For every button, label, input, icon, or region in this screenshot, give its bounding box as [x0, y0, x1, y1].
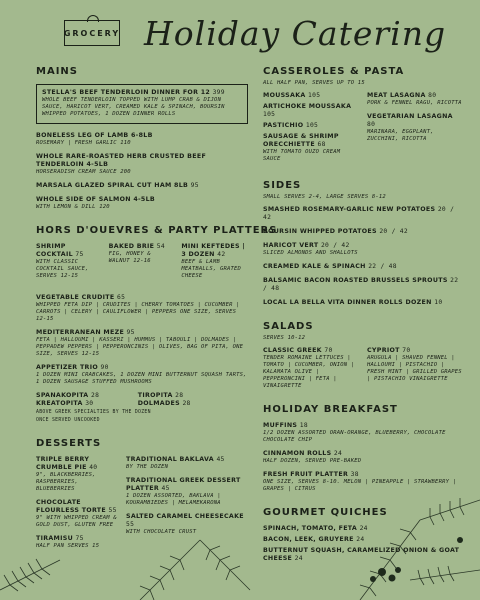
item-name: BUTTERNUT SQUASH, CARAMELIZED ONION & GOAT CHEESE — [263, 547, 460, 562]
item-name: VEGETABLE CRUDITE — [36, 294, 115, 301]
section-sub: SERVES 10-12 — [263, 335, 306, 341]
mains-section — [36, 66, 248, 211]
section-heading: HORS D'OUEVRES & PARTY PLATTERS — [36, 225, 278, 236]
item-price: 55 — [126, 521, 135, 528]
item-price: 399 — [212, 89, 225, 96]
menu-item — [126, 513, 248, 536]
menu-item — [263, 263, 463, 271]
menu-item — [263, 299, 463, 307]
item-price: 68 — [317, 141, 326, 148]
section-heading: HOLIDAY BREAKFAST — [263, 404, 398, 415]
item-desc: ROSEMARY | FRESH GARLIC 110 — [36, 140, 131, 146]
item-name: BOURSIN WHIPPED POTATOES — [263, 228, 377, 235]
item-desc: WITH TOMATO OUZO CREAM SAUCE — [263, 149, 341, 162]
greek-pairs — [36, 392, 248, 408]
grocery-logo — [64, 20, 120, 46]
item-desc: 1 DOZEN ASSORTED, BAKLAVA | KOURAMBIEDES | MELAMEKARONA — [126, 493, 221, 506]
item-desc: PORK & FENNEL RAGU, RICOTTA — [367, 100, 462, 106]
item-desc: SLICED ALMONDS AND SHALLOTS — [263, 250, 358, 256]
item-price: 40 — [89, 464, 98, 471]
item-desc: BEEF & LAMB MEATBALLS, GRATED CHEESE — [181, 259, 242, 279]
item-name: CYPRIOT — [367, 347, 400, 354]
item-price: 80 — [367, 121, 376, 128]
item-desc: WITH CHOCOLATE CRUST — [126, 529, 197, 535]
menu-item — [263, 471, 463, 493]
item-desc: HALF DOZEN, SERVED PRE-BAKED — [263, 458, 362, 464]
casseroles-section — [263, 66, 463, 166]
item-desc: 9" WITH WHIPPED CREAM & GOLD DUST, GLUTEN FREE — [36, 515, 117, 528]
section-heading: GOURMET QUICHES — [263, 507, 388, 518]
item-price: 28 — [182, 400, 191, 407]
breakfast-section — [263, 404, 463, 493]
item-price: 30 — [85, 400, 94, 407]
item-name: BACON, LEEK, GRUYERE — [263, 536, 354, 543]
item-desc: WHOLE BEEF TENDERLOIN TOPPED WITH LUMP CRAB & DIJON SAUCE, HARICOT VERT, CREAMED KALE & SPINACH, BOURSIN WHIPPED POTATOES, 1 DOZEN DINNER ROLLS — [42, 97, 225, 117]
item-name: MEAT LASAGNA — [367, 92, 426, 99]
item-name: MOUSSAKA — [263, 92, 306, 99]
item-price: 22 / 48 — [368, 263, 397, 270]
section-heading: MAINS — [36, 66, 78, 77]
item-price: 75 — [75, 251, 84, 258]
item-name: MUFFINS — [263, 422, 298, 429]
menu-item — [263, 450, 463, 465]
item-name: TRADITIONAL BAKLAVA — [126, 456, 214, 463]
item-price: 70 — [402, 347, 411, 354]
item-price: 105 — [305, 122, 319, 129]
item-desc: 1 DOZEN MINI CRABCAKES, 1 DOZEN MINI BUTTERNUT SQUASH TARTS, 1 DOZEN SAUSAGE STUFFED MUSHROOMS — [36, 372, 247, 385]
item-name: SPINACH, TOMATO, FETA — [263, 525, 358, 532]
item-name: CLASSIC GREEK — [263, 347, 322, 354]
item-desc: WITH CLASSIC COCKTAIL SAUCE, SERVES 12-15 — [36, 259, 89, 279]
item-price: 90 — [100, 364, 109, 371]
menu-item — [126, 477, 248, 507]
item-name: MINI KEFTEDES | 3 DOZEN — [181, 243, 245, 258]
menu-item — [263, 122, 359, 130]
menu-item — [181, 243, 248, 280]
item-name: BAKED BRIE — [108, 243, 155, 250]
menu-item — [36, 243, 103, 280]
item-desc: 1/2 DOZEN ASSORTED ORAN-ORANGE, BLUEBERRY, CHOCOLATE CHOCOLATE CHIP — [263, 430, 446, 443]
right-column — [263, 66, 463, 577]
item-name: BALSAMIC BACON ROASTED BRUSSELS SPROUTS — [263, 277, 448, 284]
item-desc: TENDER ROMAINE LETTUCES | TOMATO | CUCUMBER, ONION | KALAMATA OLIVE | PEPPERONCINI | FETA | VINAIGRETTE — [263, 355, 355, 389]
item-name: LOCAL LA BELLA VITA DINNER ROLLS DOZEN — [263, 299, 432, 306]
featured-item — [36, 84, 248, 124]
item-desc: FETA | HALLOUMI | KASSERI | HUMMUS | TABOULI | DOLMADES | PEPPADEW PEPPERS | PEPPERONCINIS | OLIVES, BAG OF PITA, ONE SIZE, SERVES 12-15 — [36, 337, 244, 357]
menu-item — [263, 277, 463, 293]
item-price: 22 / 48 — [263, 277, 459, 292]
item-name: VEGETARIAN LASAGNA — [367, 113, 453, 120]
item-name: DOLMADES — [137, 400, 180, 407]
menu-item — [36, 196, 248, 211]
item-name: APPETIZER TRIO — [36, 364, 98, 371]
menu-item — [36, 132, 248, 147]
item-name: WHOLE RARE-ROASTED HERB CRUSTED BEEF TENDERLOIN 4-5LB — [36, 153, 207, 168]
salad-item — [367, 347, 463, 390]
item-desc: MARINARA, EGGPLANT, ZUCCHINI, RICOTTA — [367, 129, 434, 142]
menu-item — [263, 228, 463, 236]
item-price: 10 — [434, 299, 443, 306]
item-desc: WHIPPED FETA DIP | CRUDITES | CHERRY TOMATOES | CUCUMBER | CARROTS | CELERY | CAULIFLOWER | PEPPERS ONE SIZE, SERVES 12-15 — [36, 302, 240, 322]
salads-section — [263, 321, 463, 390]
menu-item — [367, 113, 463, 143]
desserts-section — [36, 438, 248, 556]
menu-item — [263, 525, 463, 533]
item-price: 18 — [299, 422, 308, 429]
item-name: ARTICHOKE MOUSSAKA — [263, 103, 352, 110]
item-price: 54 — [156, 243, 165, 250]
section-heading: CASSEROLES & PASTA — [263, 66, 405, 77]
menu-item — [36, 456, 118, 493]
item-name: PASTICHIO — [263, 122, 304, 129]
item-name: TIRAMISU — [36, 535, 74, 542]
item-desc: HALF PAN SERVES 15 — [36, 543, 100, 549]
item-desc: FIG, HONEY & WALNUT 12-16 — [108, 251, 151, 264]
item-name: WHOLE SIDE OF SALMON 4-5LB — [36, 196, 156, 203]
section-heading: DESSERTS — [36, 438, 102, 449]
menu-item — [36, 182, 248, 190]
item-price: 28 — [90, 392, 100, 399]
item-desc: HORSERADISH CREAM SAUCE 200 — [36, 169, 131, 175]
item-name: SMASHED ROSEMARY-GARLIC NEW POTATOES — [263, 206, 436, 213]
menu-item — [126, 456, 248, 471]
item-name: TRADITIONAL GREEK DESSERT PLATTER — [126, 477, 241, 492]
salad-item — [263, 347, 359, 390]
menu-item — [367, 92, 463, 107]
item-price: 45 — [161, 485, 170, 492]
item-name: SPANAKOPITA — [36, 392, 89, 399]
menu-item — [36, 294, 248, 323]
item-price: 24 — [356, 536, 365, 543]
section-sub: ALL HALF PAN, SERVES UP TO 15 — [263, 80, 365, 86]
menu-item — [109, 243, 176, 280]
item-price: 105 — [308, 92, 321, 99]
item-price: 20 / 42 — [263, 206, 455, 221]
menu-item — [36, 364, 248, 386]
item-price: 24 — [294, 555, 303, 562]
menu-item — [263, 422, 463, 444]
menu-item — [263, 206, 463, 222]
item-name: SAUSAGE & SHRIMP ORECCHIETTE — [263, 133, 339, 148]
item-price: 24 — [359, 525, 368, 532]
menu-item — [36, 499, 118, 529]
page-title: Holiday Catering — [144, 14, 447, 53]
item-name: SALTED CARAMEL CHEESECAKE — [126, 513, 244, 520]
item-price: 95 — [190, 182, 199, 189]
item-price: 80 — [428, 92, 437, 99]
item-price: 28 — [175, 392, 184, 399]
section-sub: SMALL SERVES 2-4, LARGE SERVES 8-12 — [263, 194, 386, 200]
sides-section — [263, 180, 463, 307]
item-price: 65 — [116, 294, 126, 301]
logo-text: GROCERY — [63, 28, 121, 38]
item-desc: BY THE DOZEN — [126, 464, 169, 470]
menu-item — [36, 535, 118, 550]
item-desc: ARUGULA | SHAVED FENNEL | HALLOUMI | PISTACHIO | FRESH MINT | GRILLED GRAPES | PISTACHIO VINAIGRETTE — [367, 355, 462, 382]
item-price: 95 — [126, 329, 135, 336]
item-desc: 9", BLACKBERRIES, RASPBERRIES, BLUEBERRIES — [36, 472, 96, 492]
item-price: 38 — [350, 471, 359, 478]
item-name: STELLA'S BEEF TENDERLOIN DINNER FOR 12 — [42, 89, 211, 96]
item-name: TIROPITA — [137, 392, 173, 399]
section-heading: SALADS — [263, 321, 314, 332]
item-desc: ONE SIZE, SERVES 8-10. MELON | PINEAPPLE | STRAWBERRY | GRAPES | CITRUS — [263, 479, 457, 492]
item-price: 42 — [217, 251, 226, 258]
item-name: CINNAMON ROLLS — [263, 450, 332, 457]
item-price: 55 — [108, 507, 117, 514]
menu-item — [263, 133, 359, 163]
item-price: 75 — [75, 535, 84, 542]
item-price: 70 — [324, 347, 333, 354]
item-name: FRESH FRUIT PLATTER — [263, 471, 349, 478]
menu-item — [263, 536, 463, 544]
item-name: KREATOPITA — [36, 400, 83, 407]
item-price: 105 — [263, 111, 276, 118]
menu-item — [263, 103, 359, 119]
item-price: 24 — [333, 450, 343, 457]
item-name: MARSALA GLAZED SPIRAL CUT HAM 8LB — [36, 182, 189, 189]
item-name: CHOCOLATE FLOURLESS TORTE — [36, 499, 107, 514]
footnote: ONCE SERVED UNCOOKED — [36, 418, 100, 423]
item-price: 45 — [216, 456, 225, 463]
item-name: SHRIMP COCKTAIL — [36, 243, 73, 258]
item-desc: WITH LEMON & DILL 120 — [36, 204, 110, 210]
item-name: MEDITERRANEAN MEZE — [36, 329, 125, 336]
menu-item — [263, 242, 463, 257]
menu-item — [263, 547, 463, 563]
section-heading: SIDES — [263, 180, 302, 191]
menu-item — [36, 153, 248, 176]
item-name: CREAMED KALE & SPINACH — [263, 263, 366, 270]
quiches-section — [263, 507, 463, 563]
item-price: 20 / 42 — [320, 242, 350, 249]
item-price: 20 / 42 — [379, 228, 408, 235]
footnote: ABOVE GREEK SPECIALTIES BY THE DOZEN — [36, 410, 151, 415]
item-name: BONELESS LEG OF LAMB 6-8LB — [36, 132, 153, 139]
menu-item — [263, 92, 359, 100]
item-name: TRIPLE BERRY CRUMBLE PIE — [36, 456, 90, 471]
hors-section — [36, 225, 278, 424]
menu-item — [36, 329, 248, 358]
item-name: HARICOT VERT — [263, 242, 319, 249]
